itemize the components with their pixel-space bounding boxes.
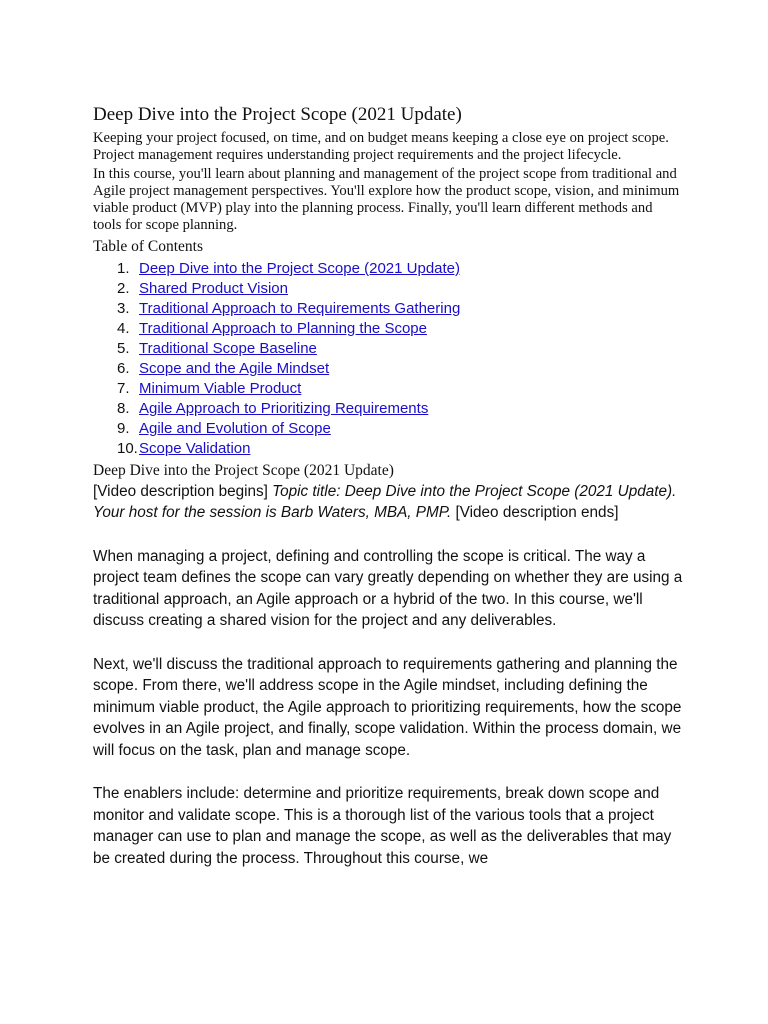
toc-item-10: [93, 439, 683, 459]
toc-item-8: [93, 399, 683, 419]
toc-link-agile-mindset[interactable]: Scope and the Agile Mindset: [139, 359, 330, 377]
document-page: [93, 103, 683, 891]
toc-link-scope-baseline[interactable]: Traditional Scope Baseline: [139, 339, 317, 357]
toc-item-7: [93, 379, 683, 399]
toc-item-2: [93, 279, 683, 299]
toc-link-planning-the-scope[interactable]: Traditional Approach to Planning the Scope: [139, 319, 427, 337]
toc-item-9: [93, 419, 683, 439]
toc-number: 4.: [117, 319, 130, 337]
toc-link-requirements-gathering[interactable]: Traditional Approach to Requirements Gathering: [139, 299, 461, 317]
toc-link-shared-product-vision[interactable]: Shared Product Vision: [139, 279, 288, 297]
toc-item-4: [93, 319, 683, 339]
toc-number: 5.: [117, 339, 130, 357]
table-of-contents: [93, 259, 683, 459]
body-paragraph-2: Next, we'll discuss the traditional approach to requirements gathering and planning the scope. From there, we'll address scope in the Agile mindset, including defining the minimum viable product, the Agile approach to prioritizing requirements, how the scope evolves in an Agile project, and finally, scope validation. Within the process domain, we will focus on the task, plan and manage scope.: [93, 655, 682, 759]
toc-number: 8.: [117, 399, 130, 417]
toc-number: 6.: [117, 359, 130, 377]
toc-number: 10.: [117, 439, 138, 457]
toc-item-3: [93, 299, 683, 319]
toc-link-evolution-of-scope[interactable]: Agile and Evolution of Scope: [139, 419, 331, 437]
toc-heading: Table of Contents: [93, 237, 203, 255]
toc-number: 1.: [117, 259, 130, 277]
toc-number: 9.: [117, 419, 130, 437]
video-topic-title: Topic title: Deep Dive into the Project Scope (2021 Update). Your host for the session is Barb Waters, MBA, PMP.: [93, 482, 677, 522]
intro-paragraph-2: In this course, you'll learn about planning and management of the project scope from traditional and Agile project management perspectives. You'll explore how the product scope, vision, and minimum viable product (MVP) play into the planning process. Finally, you'll learn different methods and tools for scope planning.: [93, 165, 680, 234]
toc-number: 7.: [117, 379, 130, 397]
video-description: [93, 481, 683, 524]
toc-item-6: [93, 359, 683, 379]
section-title: Deep Dive into the Project Scope (2021 Update): [93, 461, 394, 479]
toc-link-prioritizing-requirements[interactable]: Agile Approach to Prioritizing Requirements: [139, 399, 429, 417]
toc-number: 2.: [117, 279, 130, 297]
toc-link-scope-validation[interactable]: Scope Validation: [139, 439, 251, 457]
toc-link-deep-dive[interactable]: Deep Dive into the Project Scope (2021 Update): [139, 259, 461, 277]
toc-link-minimum-viable-product[interactable]: Minimum Viable Product: [139, 379, 302, 397]
toc-number: 3.: [117, 299, 130, 317]
intro-paragraph-1: Keeping your project focused, on time, and on budget means keeping a close eye on project scope. Project management requires understanding project requirements and the project lifecycle.: [93, 130, 669, 164]
document-title: Deep Dive into the Project Scope (2021 Update): [93, 104, 462, 125]
video-description-end: [Video description ends]: [451, 504, 619, 522]
toc-item-5: [93, 339, 683, 359]
body-paragraph-1: When managing a project, defining and controlling the scope is critical. The way a project team defines the scope can vary greatly depending on whether they are using a traditional approach, an Agile approach or a hybrid of the two. In this course, we'll discuss creating a shared vision for the project and any deliverables.: [93, 547, 683, 630]
body-paragraph-3: The enablers include: determine and prioritize requirements, break down scope and monitor and validate scope. This is a thorough list of the various tools that a project manager can use to plan and manage the scope, as well as the deliverables that may be created during the process. Throughout this course, we: [93, 785, 672, 867]
video-description-begin: [Video description begins]: [93, 482, 273, 500]
toc-item-1: [93, 259, 683, 279]
